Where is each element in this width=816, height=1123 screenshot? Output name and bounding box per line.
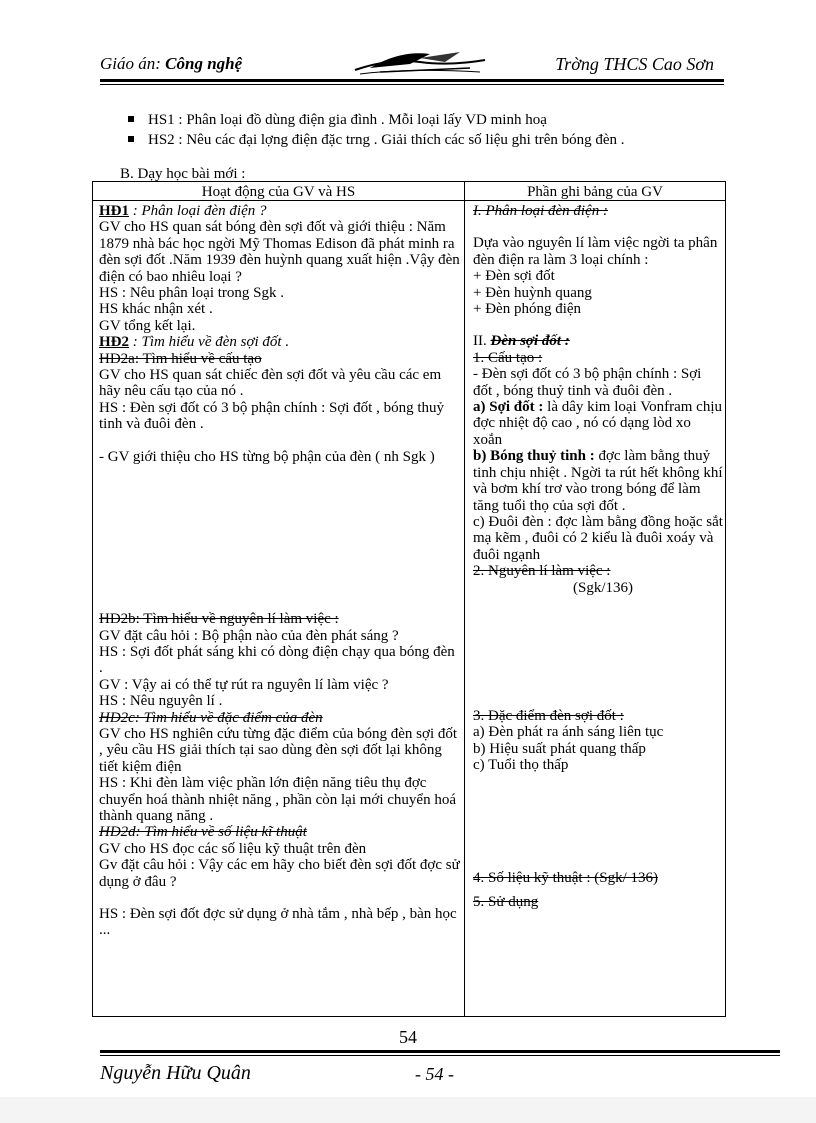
quill-logo-icon [350, 48, 490, 78]
text-block: GV : Vậy ai có thể tự rút ra nguyên lí làm việc ? [99, 676, 389, 693]
text-block: + Đèn huỳnh quang [473, 284, 592, 301]
header-subject-name: Công nghệ [165, 54, 243, 73]
section-2-heading [473, 333, 723, 349]
bottom-margin-bar [0, 1097, 816, 1123]
bullet-text: HS1 : Phân loại đồ dùng điện gia đình . Mỗi loại lấy VD minh hoạ [148, 112, 547, 128]
item-label: b) Bóng thuỷ tinh : [473, 448, 595, 465]
text-block [473, 448, 723, 514]
header-prefix: Giáo án: [100, 54, 161, 73]
reference-text: (Sgk/136) [573, 579, 633, 596]
hd2c-heading: HĐ2c: Tìm hiểu về đặc điểm của đèn [99, 709, 323, 726]
subsection-heading: 3. Đặc điểm đèn sợi đốt : [473, 707, 624, 724]
hd1-label: HĐ1 [99, 203, 129, 219]
text-block: - GV giới thiệu cho HS từng bộ phận của đèn ( nh Sgk ) [99, 448, 435, 465]
text-block: GV cho HS đọc các số liệu kỹ thuật trên đèn [99, 840, 367, 857]
text-block: GV tổng kết lại. [99, 317, 196, 334]
section-2-prefix: II. [473, 333, 491, 350]
footer-rule [100, 1050, 780, 1053]
square-bullet-icon [128, 116, 134, 122]
text-block: GV cho HS quan sát bóng đèn sợi đốt và giới thiệu : Năm 1879 nhà bác học ngời Mỹ Thomas Edison đã phát minh ra đèn sợi đốt .Năm 1939 đèn huỳnh quang xuất hiện .Vậy đèn điện có bao nhiêu loại ? [99, 219, 460, 285]
text-block: b) Hiệu suất phát quang thấp [473, 740, 646, 757]
text-block: GV đặt câu hỏi : Bộ phận nào của đèn phát sáng ? [99, 627, 399, 644]
header-rule [100, 79, 724, 82]
footer-page-label: - 54 - [415, 1064, 454, 1084]
item-text: là dây kim loại Vonfram chịu đợc nhiệt độ cao , nó có dạng lòd xo xoắn [473, 399, 722, 448]
header-school: Trờng THCS Cao Sơn [555, 54, 714, 74]
author-name: Nguyễn Hữu Quân [100, 1062, 251, 1084]
col-right-header: Phần ghi bảng của GV [527, 184, 663, 200]
item-label: a) Sợi đốt : [473, 399, 544, 416]
spacer [473, 886, 723, 894]
text-block: HS : Khi đèn làm việc phần lớn điện năng tiêu thụ đợc chuyển hoá thành nhiệt năng , phần còn lại mới chuyển hoá thành quang năng . [99, 775, 456, 824]
subsection-heading: 5. Sử dụng [473, 893, 539, 910]
text-block: HS khác nhận xét . [99, 301, 213, 318]
text-block: Gv đặt câu hỏi : Vậy các em hãy cho biết đèn sợi đốt đợc sử dụng ở đâu ? [99, 857, 460, 890]
section-2-title: Đèn sợi đốt : [490, 333, 570, 350]
hd1-title: : Phân loại đèn điện ? [129, 203, 267, 219]
text-block: - Đèn sợi đốt có 3 bộ phận chính : Sợi đốt , bóng thuỷ tinh và đuôi đèn . [473, 366, 702, 399]
page-number: 54 [399, 1027, 417, 1047]
subsection-heading: 1. Cấu tạo : [473, 349, 543, 366]
hd2-title: : Tìm hiểu về đèn sợi đốt . [129, 334, 290, 351]
header-subject [100, 54, 242, 74]
subsection-heading: 2. Nguyên lí làm việc : [473, 563, 611, 580]
hd2-label: HĐ2 [99, 334, 129, 351]
hd2-heading [99, 334, 461, 350]
spacer [99, 890, 461, 906]
hd2b-heading: HĐ2b: Tìm hiểu về nguyên lí làm việc : [99, 611, 339, 628]
bullet-item [128, 112, 738, 129]
section-1-heading: I. Phân loại đèn điện : [473, 203, 608, 219]
bullet-text: HS2 : Nêu các đại lợng điện đặc trng . Giải thích các số liệu ghi trên bóng đèn . [148, 132, 625, 148]
col-left-header: Hoạt động của GV và HS [201, 184, 356, 200]
text-block: HS : Sợi đốt phát sáng khi có dòng điện chạy qua bóng đèn . [99, 643, 455, 677]
header-rule-thin [100, 84, 724, 85]
hd1-heading [99, 203, 461, 219]
hd2a-heading: HĐ2a: Tìm hiểu về cấu tạo [99, 350, 262, 367]
column-divider [464, 182, 465, 1016]
text-block: HS : Nêu nguyên lí . [99, 693, 223, 710]
text-block: HS : Nêu phân loại trong Sgk . [99, 285, 284, 302]
text-block: a) Đèn phát ra ánh sáng liên tục [473, 724, 664, 741]
subsection-heading: 4. Số liệu kỹ thuật : (Sgk/ 136) [473, 869, 658, 886]
text-block [473, 399, 723, 448]
text-block: c) Đuôi đèn : đợc làm bằng đồng hoặc sắt mạ kẽm , đuôi có 2 kiểu là đuôi xoáy và đuôi ngạnh [473, 513, 723, 563]
footer-rule-thin [100, 1055, 780, 1056]
bullet-item [128, 132, 738, 149]
text-block: + Đèn phóng điện [473, 301, 582, 318]
section-b-heading: B. Dạy học bài mới : [120, 166, 246, 182]
spacer [473, 317, 723, 333]
text-block: + Đèn sợi đốt [473, 268, 555, 285]
square-bullet-icon [128, 136, 134, 142]
spacer [473, 774, 723, 870]
activities-column [99, 203, 461, 939]
text-block: c) Tuổi thọ thấp [473, 757, 569, 774]
spacer [473, 219, 723, 235]
text-block: GV cho HS quan sát chiếc đèn sợi đốt và yêu cầu các em hãy nêu cấu tạo của nó . [99, 367, 442, 400]
lesson-table [92, 181, 726, 1017]
spacer [473, 596, 723, 708]
intro-bullets [128, 112, 738, 152]
text-block: HS : Đèn sợi đốt có 3 bộ phận chính : Sợi đốt , bóng thuỷ tinh và đuôi đèn . [99, 399, 445, 433]
item-text: đợc làm bằng thuỷ tinh chịu nhiệt . Ngời ta rút hết không khí và bơm khí trơ vào trong bóng để làm tăng tuổi thọ của sợi đốt . [473, 448, 723, 514]
hd2d-heading: HĐ2d: Tìm hiểu về số liệu kĩ thuật [99, 824, 307, 841]
notes-column [473, 203, 723, 910]
text-block: HS : Đèn sợi đốt đợc sử dụng ở nhà tắm , nhà bếp , bàn học ... [99, 906, 457, 939]
text-block: Dựa vào nguyên lí làm việc ngời ta phân đèn điện ra làm 3 loại chính : [473, 235, 718, 268]
page-header [100, 48, 724, 78]
spacer [99, 465, 461, 611]
spacer [99, 433, 461, 449]
text-block: GV cho HS nghiên cứu từng đặc điểm của bóng đèn sợi đốt , yêu cầu HS giải thích tại sao dùng đèn sợi đốt lại không tiết kiệm điện [99, 725, 458, 775]
